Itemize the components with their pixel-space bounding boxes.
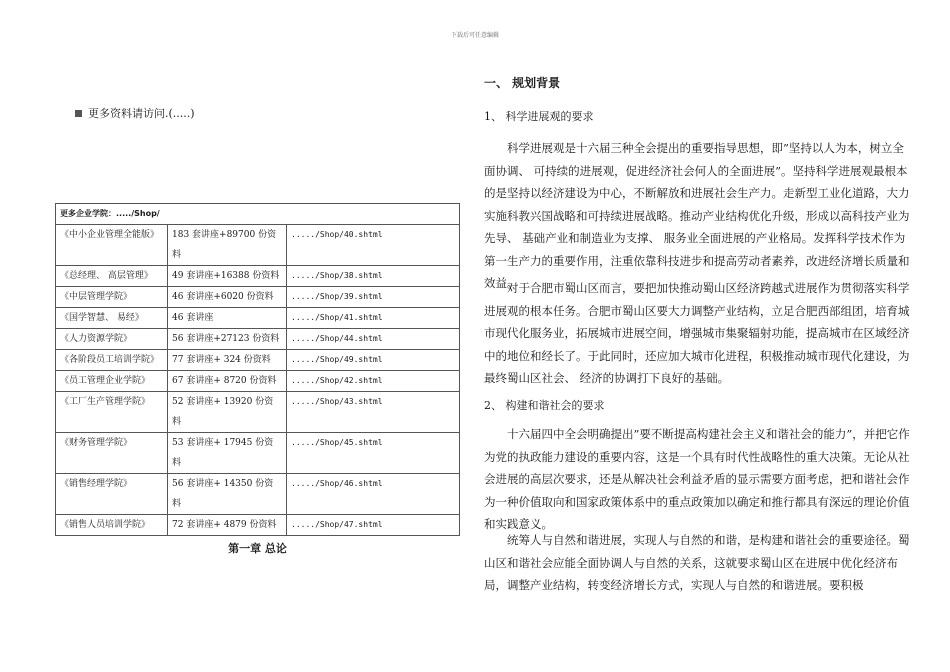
course-name: 《中小企业管理全能版》	[56, 225, 168, 266]
table-row	[56, 225, 460, 266]
right-page	[484, 0, 912, 672]
course-name: 《工厂生产管理学院》	[56, 392, 168, 433]
table-row	[56, 350, 460, 371]
more-info-line	[75, 105, 195, 121]
course-name: 《财务管理学院》	[56, 433, 168, 474]
paragraph-2: 对于合肥市蜀山区而言，要把加快推动蜀山区经济跨越式进展作为贯彻落实科学进展观的根本任务。合肥市蜀山区要大力调整产业结构，立足合肥西部组团，培育城市现代化服务业，拓展城市进展空间，增强城市集聚辐射功能，提高城市在区域经济中的地位和经长了。于此同时，还应加大城市化进程，积极推动城市现代化建设，为最终蜀山区社会、 经济的协调打下良好的基础。	[484, 281, 910, 385]
course-link[interactable]: ...../Shop/45.shtml	[287, 433, 460, 474]
course-link[interactable]: ...../Shop/43.shtml	[287, 392, 460, 433]
course-link[interactable]: ...../Shop/47.shtml	[287, 515, 460, 536]
section-title: 一、 规划背景	[484, 76, 561, 90]
course-link[interactable]: ...../Shop/49.shtml	[287, 350, 460, 371]
course-count: 56 套讲座+27123 份资料	[168, 329, 287, 350]
subsection-title-1: 1、 科学进展观的要求	[484, 110, 594, 123]
paragraph-1: 科学进展观是十六届三种全会提出的重要指导思想，即”坚持以人为本，树立全面协调、 可持续的进展观，促进经济社会何人的全面进展”。坚持科学进展观最根本的是坚持以经济建设为中心，不断解放和进展社会生产力。走新型工业化道路，大力实施科教兴国战略和可持续进展战略。推动产业结构优化升级，形成以高科技产业为先导、 基础产业和制造业为支撑、 服务业全面进展的产业格局。发挥科学技术作为第一生产力的重要作用，注重依靠科技进步和提高劳动者素养，改进经济增长质量和效益。	[484, 141, 910, 290]
table-row	[56, 474, 460, 515]
header-note: 下载后可任意编辑	[450, 32, 499, 39]
square-bullet-icon	[75, 110, 82, 117]
subsection-title-2: 2、 构建和谐社会的要求	[484, 399, 605, 412]
table-header: 更多企业学院：...../Shop/	[56, 204, 460, 225]
table-row	[56, 515, 460, 536]
course-count: 183 套讲座+89700 份资料	[168, 225, 287, 266]
course-count: 52 套讲座+ 13920 份资料	[168, 392, 287, 433]
course-count: 46 套讲座	[168, 308, 287, 329]
course-link[interactable]: ...../Shop/42.shtml	[287, 371, 460, 392]
course-link[interactable]: ...../Shop/41.shtml	[287, 308, 460, 329]
course-count: 49 套讲座+16388 份资料	[168, 266, 287, 287]
table-row	[56, 392, 460, 433]
course-name: 《人力资源学院》	[56, 329, 168, 350]
course-count: 67 套讲座+ 8720 份资料	[168, 371, 287, 392]
resource-table	[55, 203, 460, 536]
course-count: 46 套讲座+6020 份资料	[168, 287, 287, 308]
course-name: 《中层管理学院》	[56, 287, 168, 308]
table-row	[56, 329, 460, 350]
course-link[interactable]: ...../Shop/38.shtml	[287, 266, 460, 287]
more-info-text: 更多资料请访问.(.....)	[88, 107, 195, 120]
table-row	[56, 266, 460, 287]
table-row	[56, 371, 460, 392]
course-name: 《各阶段员工培训学院》	[56, 350, 168, 371]
course-count: 56 套讲座+ 14350 份资料	[168, 474, 287, 515]
course-count: 53 套讲座+ 17945 份资料	[168, 433, 287, 474]
course-link[interactable]: ...../Shop/40.shtml	[287, 225, 460, 266]
table-row	[56, 287, 460, 308]
course-name: 《员工管理企业学院》	[56, 371, 168, 392]
course-link[interactable]: ...../Shop/46.shtml	[287, 474, 460, 515]
course-name: 《国学智慧、 易经》	[56, 308, 168, 329]
course-name: 《总经理、 高层管理》	[56, 266, 168, 287]
course-count: 72 套讲座+ 4879 份资料	[168, 515, 287, 536]
course-link[interactable]: ...../Shop/39.shtml	[287, 287, 460, 308]
course-count: 77 套讲座+ 324 份资料	[168, 350, 287, 371]
chapter-title: 第一章 总论	[228, 542, 287, 555]
course-name: 《销售人员培训学院》	[56, 515, 168, 536]
paragraph-3: 十六届四中全会明确提出”要不断提高构建社会主义和谐社会的能力”，并把它作为党的执政能力建设的重要内容，这是一个具有时代性战略性的重大决策。无论从社会进展的高层次要求，还是从解决社会利益矛盾的显示需要方面考虑，把和谐社会作为一种价值取向和国家政策体系中的重点政策加以确定和推行都具有深远的理论价值和实践意义。	[484, 427, 910, 531]
paragraph-4: 统筹人与自然和谐进展，实现人与自然的和谐，是构建和谐社会的重要途径。蜀山区和谐社会应能全面协调人与自然的关系，这就要求蜀山区在进展中优化经济布局，调整产业结构，转变经济增长方式，实现人与自然的和谐进展。要积极	[484, 533, 910, 592]
course-name: 《销售经理学院》	[56, 474, 168, 515]
table-row	[56, 433, 460, 474]
left-page	[55, 0, 460, 672]
table-row	[56, 308, 460, 329]
course-link[interactable]: ...../Shop/44.shtml	[287, 329, 460, 350]
table-header-row	[56, 204, 460, 225]
